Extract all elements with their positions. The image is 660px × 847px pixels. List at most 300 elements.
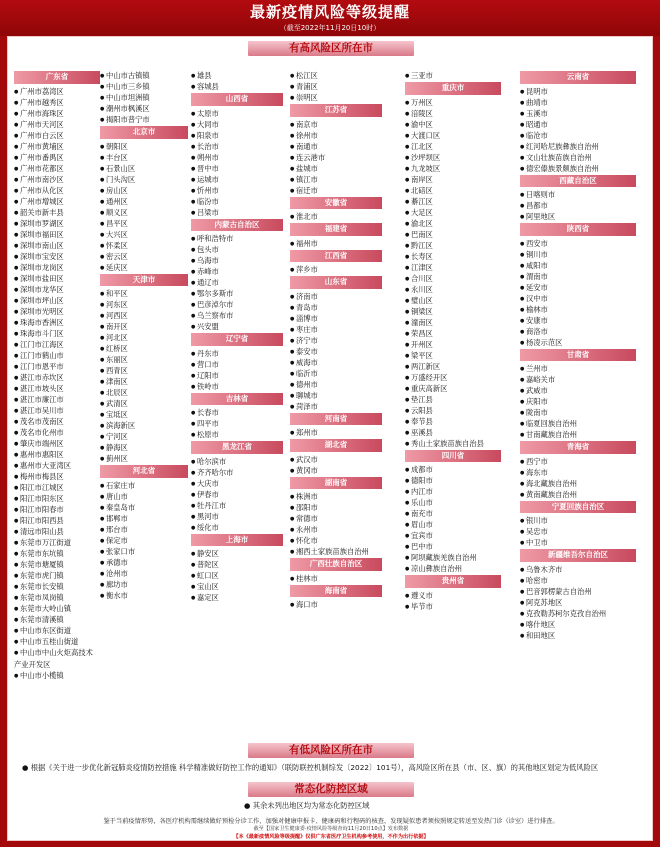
region-list-item: ● 滨海新区 [100,420,188,431]
region-list-item: ● 房山区 [100,185,188,196]
region-list-item: ● 南通市 [290,141,382,152]
region-list-item: ● 潮州市枫溪区 [100,103,188,114]
region-list-item: ● 株洲市 [290,491,382,502]
region-list-item: ● 雄县 [191,70,283,81]
region-list-item: ● 九龙坡区 [405,163,501,174]
region-list-item: ● 辽阳市 [191,370,283,381]
region-list-item: ● 赤峰市 [191,266,283,277]
footer-disclaimer: 【本《最新疫情风险等级提醒》仅供广东省医疗卫生机构参考使用，不作为出行依据】 [233,834,429,840]
region-list-item: ● 衡水市 [100,590,188,601]
region-list-item: ● 珠海市斗门区 [14,328,100,339]
region-list-item: ● 曲靖市 [520,97,636,108]
region-list-item: ● 深圳市龙岗区 [14,262,100,273]
province-banner: 海南省 [290,585,382,598]
region-list-item: ● 杨凌示范区 [520,337,636,348]
region-list-item: ● 广州市海珠区 [14,108,100,119]
page-title: 最新疫情风险等级提醒 [249,3,410,21]
region-list-item: ● 深圳市龙华区 [14,284,100,295]
region-list-item: ● 安康市 [520,315,636,326]
region-list-item: ● 广州市南沙区 [14,174,100,185]
province-banner: 河北省 [100,465,188,478]
region-list-item: ● 陇南市 [520,407,636,418]
region-list-item: ● 运城市 [191,174,283,185]
province-banner: 山东省 [290,276,382,289]
province-banner: 甘肃省 [520,349,636,362]
region-list-item: ● 南开区 [100,321,188,332]
region-list-item: ● 青岛市 [290,302,382,313]
region-list-item: ● 郑州市 [290,427,382,438]
region-list-item: ● 惠州市大亚湾区 [14,460,100,471]
column-2 [100,70,188,601]
region-list-item: ● 丰台区 [100,152,188,163]
region-list-item: ● 中山市东区街道 [14,625,100,636]
region-list-item: ● 福州市 [290,238,382,249]
region-list-item: ● 沙坪坝区 [405,152,501,163]
region-list-item: ● 阳泉市 [191,130,283,141]
province-banner: 吉林省 [191,393,283,406]
region-list-item: ● 东莞市东坑镇 [14,548,100,559]
region-list-item: ● 广州市天河区 [14,119,100,130]
region-list-item: ● 容城县 [191,81,283,92]
province-banner: 陕西省 [520,223,636,236]
region-list-item: ● 营口市 [191,359,283,370]
region-list-item: ● 广州市增城区 [14,196,100,207]
region-list-item: ● 邢台市 [100,524,188,535]
region-list-item: ● 镇江市 [290,174,382,185]
normal-control-text: 其余未列出地区均为常态化防控区域 [252,801,370,810]
region-list-item: ● 长治市 [191,141,283,152]
region-list-item: ● 黑河市 [191,511,283,522]
region-list-item: ● 潼南区 [405,317,501,328]
region-list-item: ● 唐山市 [100,491,188,502]
normal-control-heading: 常态化防控区域 [248,782,414,797]
region-list-item: ● 凉山彝族自治州 [405,563,501,574]
low-risk-heading: 有低风险区所在市 [248,743,414,758]
region-list-item: ● 惠州市惠阳区 [14,449,100,460]
region-list-item: ● 吕梁市 [191,207,283,218]
region-list-item: ● 茂名市茂南区 [14,416,100,427]
region-list-item: ● 秦皇岛市 [100,502,188,513]
region-list-item: ● 东莞市塘厦镇 [14,559,100,570]
region-list-item: ● 晋中市 [191,163,283,174]
region-list-item: ● 两江新区 [405,361,501,372]
region-list-item: ● 宁河区 [100,431,188,442]
region-list-item: ● 乌兰察布市 [191,310,283,321]
province-banner: 新疆维吾尔自治区 [520,549,636,562]
region-list-item: ● 吴忠市 [520,526,636,537]
province-banner: 北京市 [100,126,188,139]
region-list-item: ● 清远市阳山县 [14,526,100,537]
region-list-item: ● 青浦区 [290,81,382,92]
region-list-item: ● 济南市 [290,291,382,302]
region-list-item: ● 铜梁区 [405,306,501,317]
region-list-item: ● 石景山区 [100,163,188,174]
region-list-item: ● 临沂市 [290,368,382,379]
region-list-item: ● 阳江市江城区 [14,482,100,493]
header-bar [0,0,660,36]
region-list-item: ● 深圳市宝安区 [14,251,100,262]
region-list-item: ● 阳江市阳西县 [14,515,100,526]
region-list-item: ● 湛江市吴川市 [14,405,100,416]
region-list-item: ● 淮北市 [290,211,382,222]
region-list-item: ● 丹东市 [191,348,283,359]
region-list-item: ● 汉中市 [520,293,636,304]
region-list-item: ● 忻州市 [191,185,283,196]
region-list-item: ● 大庆市 [191,478,283,489]
region-list-item: ● 虹口区 [191,570,283,581]
province-banner: 安徽省 [290,197,382,210]
region-list-item: ● 梁平区 [405,350,501,361]
region-list-item: ● 河北区 [100,332,188,343]
region-list-item: ● 兰州市 [520,363,636,374]
region-list-item: ● 黔江区 [405,240,501,251]
region-list-item: ● 松江区 [290,70,382,81]
province-banner: 江苏省 [290,104,382,117]
region-list-item: ● 张家口市 [100,546,188,557]
region-list-item: ● 阿里地区 [520,211,636,222]
region-list-item: ● 东莞市大岭山镇 [14,603,100,614]
region-list-item: ● 西宁市 [520,456,636,467]
region-list-item: ● 海北藏族自治州 [520,478,636,489]
region-list-item: ● 阳江市阳春市 [14,504,100,515]
region-list-item: ● 长春市 [191,407,283,418]
region-list-item: ● 宝坻区 [100,409,188,420]
province-banner: 天津市 [100,274,188,287]
region-list-item: ● 通州区 [100,196,188,207]
region-list-item: ● 深圳市福田区 [14,229,100,240]
region-list-item: ● 乌海市 [191,255,283,266]
province-banner: 湖北省 [290,439,382,452]
region-list-item: ● 呼和浩特市 [191,233,283,244]
region-list-item: ● 伊春市 [191,489,283,500]
footer-source: 截至【国家卫生健康委·疫情风险等级查询11月20日10点】发布数据 [253,826,409,832]
region-list-item: ● 万盛经开区 [405,372,501,383]
region-list-item: ● 连云港市 [290,152,382,163]
region-list-item: ● 日喀则市 [520,189,636,200]
page-subtitle: （截至2022年11月20日10时） [279,24,381,32]
region-list-item: ● 垫江县 [405,394,501,405]
region-list-item: ● 庆阳市 [520,396,636,407]
region-list-item: ● 北辰区 [100,387,188,398]
region-list-item: ● 宝山区 [191,581,283,592]
region-list-item: ● 东丽区 [100,354,188,365]
region-list-item: ● 菏泽市 [290,401,382,412]
province-banner: 辽宁省 [191,333,283,346]
region-list-item: ● 乌鲁木齐市 [520,564,636,575]
region-list-item: ● 普陀区 [191,559,283,570]
region-list-item: ● 西青区 [100,365,188,376]
region-list-item: ● 江北区 [405,141,501,152]
column-6 [520,70,636,641]
column-5 [405,70,501,612]
region-list-item: ● 邯郸市 [100,513,188,524]
region-list-item: ● 湛江市廉江市 [14,394,100,405]
region-list-item: ● 嘉定区 [191,592,283,603]
region-list-item: ● 大兴区 [100,229,188,240]
region-list-item: ● 甘南藏族自治州 [520,429,636,440]
province-banner: 山西省 [191,93,283,106]
region-list-item: ● 红桥区 [100,343,188,354]
region-list-item: ● 嘉峪关市 [520,374,636,385]
region-list-item: ● 三亚市 [405,70,501,81]
region-list-item: ● 东莞市凤岗镇 [14,592,100,603]
province-banner: 河南省 [290,413,382,426]
region-list-item: ● 成都市 [405,464,501,475]
region-list-item: ● 哈尔滨市 [191,456,283,467]
region-list-item: ● 云阳县 [405,405,501,416]
column-4 [290,70,382,610]
region-list-item: ● 江津区 [405,262,501,273]
region-list-item: ● 德阳市 [405,475,501,486]
region-list-item: ● 四平市 [191,418,283,429]
region-list-item: ● 文山壮族苗族自治州 [520,152,636,163]
region-list-item: ● 巴南区 [405,229,501,240]
region-list-item: ● 徐州市 [290,130,382,141]
region-list-item: ● 中山市中山火炬高技术产业开发区 [14,647,100,670]
region-list-item: ● 大渡口区 [405,130,501,141]
region-list-item: ● 银川市 [520,515,636,526]
region-list-item: ● 阳江市阳东区 [14,493,100,504]
region-list-item: ● 南京市 [290,119,382,130]
region-list-item: ● 乐山市 [405,497,501,508]
region-list-item: ● 武清区 [100,398,188,409]
region-list-item: ● 涪陵区 [405,108,501,119]
low-risk-text: 根据《关于进一步优化新冠肺炎疫情防控措施 科学精准做好防控工作的通知》（联防联控机制综发〔2022〕101号），高风险区所在县（市、区、旗）的其他地区划定为低风险区 [30,763,599,772]
region-list-item: ● 南充市 [405,508,501,519]
high-risk-heading: 有高风险区所在市 [248,41,414,56]
region-list-item: ● 怀化市 [290,535,382,546]
region-list-item: ● 广州市花都区 [14,163,100,174]
region-list-item: ● 中卫市 [520,537,636,548]
region-list-item: ● 临汾市 [191,196,283,207]
region-list-item: ● 蓟州区 [100,453,188,464]
province-banner: 四川省 [405,450,501,463]
region-list-item: ● 巴音郭楞蒙古自治州 [520,586,636,597]
region-list-item: ● 克孜勒苏柯尔克孜自治州 [520,608,636,619]
region-list-item: ● 开州区 [405,339,501,350]
region-list-item: ● 璧山区 [405,295,501,306]
region-list-item: ● 兴安盟 [191,321,283,332]
region-list-item: ● 渝北区 [405,218,501,229]
region-list-item: ● 昭通市 [520,119,636,130]
region-list-item: ● 津南区 [100,376,188,387]
region-list-item: ● 江门市恩平市 [14,361,100,372]
region-list-item: ● 哈密市 [520,575,636,586]
province-banner: 青海省 [520,441,636,454]
region-list-item: ● 昌都市 [520,200,636,211]
region-list-item: ● 德州市 [290,379,382,390]
region-list-item: ● 静海区 [100,442,188,453]
region-list-item: ● 巴彦淖尔市 [191,299,283,310]
region-list-item: ● 朔州市 [191,152,283,163]
region-list-item: ● 门头沟区 [100,174,188,185]
content-panel [7,36,653,841]
region-list-item: ● 枣庄市 [290,324,382,335]
region-list-item: ● 东莞市清溪镇 [14,614,100,625]
region-list-item: ● 牡丹江市 [191,500,283,511]
region-list-item: ● 南岸区 [405,174,501,185]
region-list-item: ● 铁岭市 [191,381,283,392]
region-list-item: ● 喀什地区 [520,619,636,630]
region-list-item: ● 盐城市 [290,163,382,174]
region-list-item: ● 临夏回族自治州 [520,418,636,429]
region-list-item: ● 武汉市 [290,454,382,465]
region-list-item: ● 深圳市盐田区 [14,273,100,284]
region-list-item: ● 渝中区 [405,119,501,130]
region-list-item: ● 昌平区 [100,218,188,229]
region-list-item: ● 广州市白云区 [14,130,100,141]
region-list-item: ● 黄南藏族自治州 [520,489,636,500]
region-list-item: ● 广州市荔湾区 [14,86,100,97]
region-list-item: ● 包头市 [191,244,283,255]
province-banner: 贵州省 [405,575,501,588]
region-list-item: ● 内江市 [405,486,501,497]
region-list-item: ● 合川区 [405,273,501,284]
region-list-item: ● 和田地区 [520,630,636,641]
region-list-item: ● 深圳市南山区 [14,240,100,251]
region-list-item: ● 河东区 [100,299,188,310]
region-list-item: ● 河西区 [100,310,188,321]
province-banner: 宁夏回族自治区 [520,501,636,514]
province-banner: 江西省 [290,250,382,263]
region-list-item: ● 深圳市坪山区 [14,295,100,306]
region-list-item: ● 广州市黄埔区 [14,141,100,152]
province-banner: 广东省 [14,71,100,84]
region-list-item: ● 遵义市 [405,590,501,601]
region-list-item: ● 沧州市 [100,568,188,579]
region-list-item: ● 萍乡市 [290,264,382,275]
region-list-item: ● 静安区 [191,548,283,559]
region-list-item: ● 泰安市 [290,346,382,357]
province-banner: 内蒙古自治区 [191,219,283,232]
region-list-item: ● 太原市 [191,108,283,119]
region-list-item: ● 广州市越秀区 [14,97,100,108]
province-banner: 黑龙江省 [191,441,283,454]
region-list-item: ● 和平区 [100,288,188,299]
region-list-item: ● 重庆高新区 [405,383,501,394]
region-list-item: ● 临沧市 [520,130,636,141]
low-risk-note: ● 根据《关于进一步优化新冠肺炎疫情防控措施 科学精准做好防控工作的通知》（联防联控机制综发〔2022〕101号），高风险区所在县（市、区、旗）的其他地区划定为低风险区 [22,763,599,772]
region-list-item: ● 巴中市 [405,541,501,552]
column-1 [14,70,100,681]
region-list-item: ● 毕节市 [405,601,501,612]
footer-notice: 鉴于当前疫情形势，各医疗机构需继续做好预检分诊工作，加强对健康申报卡、健康码和行程码的核查，发现疑似患者须按照规定转送至发热门诊（诊室）进行排查。 [103,818,559,825]
region-list-item: ● 中山市坦洲镇 [100,92,188,103]
province-banner: 广西壮族自治区 [290,558,382,571]
region-list-item: ● 大同市 [191,119,283,130]
region-list-item: ● 鄂尔多斯市 [191,288,283,299]
region-list-item: ● 德宏傣族景颇族自治州 [520,163,636,174]
region-list-item: ● 铜川市 [520,249,636,260]
region-list-item: ● 万州区 [405,97,501,108]
region-list-item: ● 肇庆市端州区 [14,438,100,449]
region-list-item: ● 阿克苏地区 [520,597,636,608]
region-list-item: ● 梅州市梅县区 [14,471,100,482]
region-list-item: ● 昆明市 [520,86,636,97]
region-list-item: ● 密云区 [100,251,188,262]
region-list-item: ● 秀山土家族苗族自治县 [405,438,501,449]
region-list-item: ● 韶关市新丰县 [14,207,100,218]
region-list-item: ● 延庆区 [100,262,188,273]
region-list-item: ● 深圳市光明区 [14,306,100,317]
region-list-item: ● 茂名市化州市 [14,427,100,438]
region-list-item: ● 黄冈市 [290,465,382,476]
region-list-item: ● 北碚区 [405,185,501,196]
region-list-item: ● 巫溪县 [405,427,501,438]
region-list-item: ● 荣昌区 [405,328,501,339]
region-list-item: ● 深圳市罗湖区 [14,218,100,229]
region-list-item: ● 通辽市 [191,277,283,288]
region-list-item: ● 永川区 [405,284,501,295]
region-list-item: ● 廊坊市 [100,579,188,590]
region-list-item: ● 中山市三乡镇 [100,81,188,92]
region-list-item: ● 珠海市香洲区 [14,317,100,328]
region-list-item: ● 中山市小榄镇 [14,670,100,681]
region-list-item: ● 朝阳区 [100,141,188,152]
region-list-item: ● 保定市 [100,535,188,546]
region-list-item: ● 延安市 [520,282,636,293]
region-list-item: ● 东莞市虎门镇 [14,570,100,581]
region-list-item: ● 宜宾市 [405,530,501,541]
region-list-item: ● 中山市五桂山街道 [14,636,100,647]
region-list-item: ● 商洛市 [520,326,636,337]
region-list-item: ● 长寿区 [405,251,501,262]
region-list-item: ● 绥化市 [191,522,283,533]
region-list-item: ● 淄博市 [290,313,382,324]
region-list-item: ● 江门市江海区 [14,339,100,350]
region-list-item: ● 崇明区 [290,92,382,103]
region-list-item: ● 大足区 [405,207,501,218]
column-3 [191,70,283,603]
region-list-item: ● 海东市 [520,467,636,478]
region-list-item: ● 海口市 [290,599,382,610]
region-list-item: ● 江门市鹤山市 [14,350,100,361]
region-list-item: ● 咸阳市 [520,260,636,271]
region-list-item: ● 邵阳市 [290,502,382,513]
region-list-item: ● 奉节县 [405,416,501,427]
region-list-item: ● 湛江市坡头区 [14,383,100,394]
region-list-item: ● 齐齐哈尔市 [191,467,283,478]
region-list-item: ● 湘西土家族苗族自治州 [290,546,382,557]
province-banner: 重庆市 [405,82,501,95]
region-list-item: ● 广州市从化区 [14,185,100,196]
region-list-item: ● 威海市 [290,357,382,368]
province-banner: 上海市 [191,534,283,547]
region-list-item: ● 綦江区 [405,196,501,207]
province-banner: 云南省 [520,71,636,84]
region-list-item: ● 武威市 [520,385,636,396]
province-banner: 西藏自治区 [520,175,636,188]
region-list-item: ● 石家庄市 [100,480,188,491]
province-banner: 福建省 [290,223,382,236]
region-list-item: ● 桂林市 [290,573,382,584]
region-list-item: ● 宿迁市 [290,185,382,196]
region-list-item: ● 承德市 [100,557,188,568]
region-list-item: ● 永州市 [290,524,382,535]
region-list-item: ● 揭阳市普宁市 [100,114,188,125]
region-list-item: ● 渭南市 [520,271,636,282]
region-list-item: ● 东莞市长安镇 [14,581,100,592]
region-list-item: ● 常德市 [290,513,382,524]
region-list-item: ● 聊城市 [290,390,382,401]
region-list-item: ● 松原市 [191,429,283,440]
province-banner: 湖南省 [290,477,382,490]
region-list-item: ● 阿坝藏族羌族自治州 [405,552,501,563]
region-list-item: ● 广州市番禺区 [14,152,100,163]
region-list-item: ● 顺义区 [100,207,188,218]
region-list-item: ● 玉溪市 [520,108,636,119]
region-list-item: ● 西安市 [520,238,636,249]
